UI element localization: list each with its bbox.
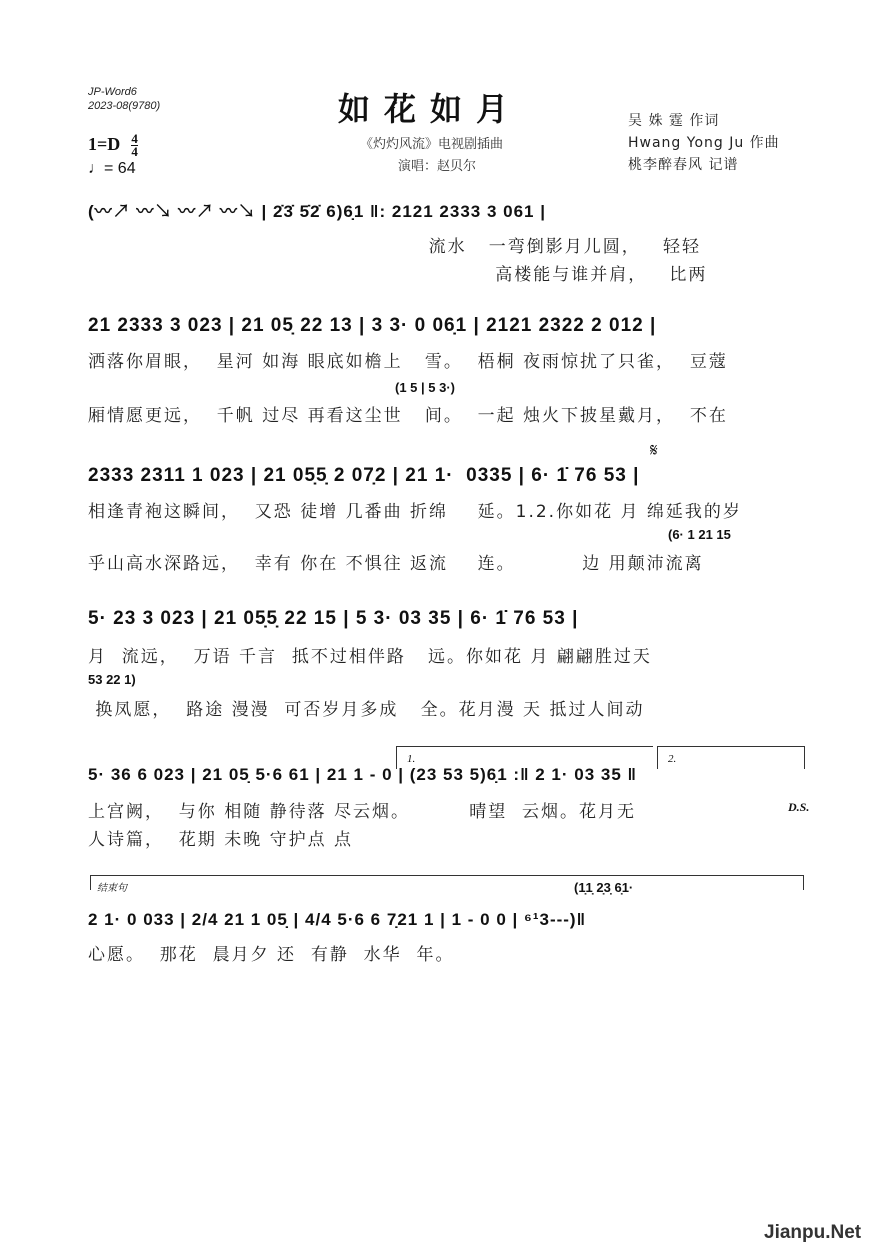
score-row-4-lyric-1: 月 流远， 万语 千言 抵不过相伴路 远。你如花 月 翩翩胜过天: [88, 647, 652, 667]
subtitle: 《灼灼风流》电视剧插曲: [360, 137, 504, 152]
score-row-3-notes: 2333 2311 1 023 | 21 05̣5̣ 2 07̣2 | 21 1· 0335 | 6· 1̇ 76 53 |: [88, 465, 640, 486]
time-signature: [131, 133, 138, 158]
ending-label: 结束句: [97, 883, 127, 894]
singer: 演唱：赵贝尔: [398, 159, 477, 174]
software-label: JP-Word6: [88, 86, 137, 98]
time-sig-top: 4: [131, 131, 138, 146]
volta-2-bracket: [657, 746, 805, 769]
score-row-2-lyric-1: 洒落你眉眼， 星河 如海 眼底如檐上 雪。 梧桐 夜雨惊扰了只雀， 豆蔻: [88, 352, 728, 372]
score-row-6-lyric-1: 心愿。 那花 晨月夕 还 有静 水华 年。: [88, 945, 455, 965]
score-row-4-notes: 5· 23 3 023 | 21 05̣5̣ 22 15 | 5 3· 03 35 | 6· 1̇ 76 53 |: [88, 608, 579, 629]
time-sig-bottom: 4: [131, 144, 138, 159]
key-label: 1=D: [88, 134, 121, 154]
composer-credit: Hwang Yong Ju 作曲: [628, 135, 780, 151]
ending-bracket: [90, 875, 804, 894]
score-row-2-lyric-2: 厢情愿更远， 千帆 过尽 再看这尘世 间。 一起 烛火下披星戴月， 不在: [88, 406, 728, 426]
score-row-1-lyric-1: 流水 一弯倒影月儿圆， 轻轻: [88, 237, 701, 257]
dal-segno-mark: D.S.: [788, 800, 810, 814]
song-title: 如花如月: [338, 90, 523, 128]
score-row-4-lyric-2: 换凤愿， 路途 漫漫 可否岁月多成 全。花月漫 天 抵过人间动: [88, 700, 645, 720]
score-row-4-interlude: 53 22 1): [88, 672, 136, 687]
segno-sign: 𝄋: [650, 440, 658, 461]
lyricist-credit: 吴 姝 霆 作词: [628, 113, 720, 129]
score-row-5-lyric-2: 人诗篇， 花期 未晚 守护点 点: [88, 830, 354, 850]
volta-2-label: 2.: [668, 753, 677, 765]
score-row-3-lyric-1: 相逢青袍这瞬间， 又恐 徒增 几番曲 折绵 延。1.2.你如花 月 绵延我的岁: [88, 502, 742, 522]
score-row-5-notes: 5· 36 6 023 | 21 05̣ 5·6 61 | 21 1 - 0 | (23 53 5)6̣1 :‖ 2 1· 03 35 ‖: [88, 765, 637, 784]
score-row-6-notes: 2 1· 0 033 | 2/4 21 1 05̣ | 4/4 5·6 6 7̣21 1 | 1 - 0 0 | ⁶¹3---)‖: [88, 910, 587, 929]
score-row-3-lyric-2: 乎山高水深路远， 幸有 你在 不惧往 返流 连。 边 用颠沛流离: [88, 554, 704, 574]
tempo-marking: ♩= 64: [88, 160, 136, 177]
key-signature: [88, 133, 138, 158]
score-row-1-lyric-2: 高楼能与谁并肩， 比两: [88, 265, 708, 285]
score-row-2-interlude: (1 5 | 5 3·): [395, 380, 455, 395]
score-row-2-notes: 21 2333 3 023 | 21 05̣ 22 13 | 3 3· 0 06̣1 | 2121 2322 2 012 |: [88, 315, 657, 336]
transcriber-credit: 桃李醉春风 记谱: [628, 157, 739, 173]
score-row-5-lyric-1: 上宫阙， 与你 相随 静待落 尽云烟。 晴望 云烟。花月无: [88, 802, 637, 822]
score-row-1-notes: (〰↗ 〰↘ 〰↗ 〰↘ | 2̇3̇ 5̇2̇ 6)6̣1 ‖: 2121 2333 3 061 |: [88, 202, 546, 221]
volta-1-label: 1.: [407, 753, 416, 765]
score-row-3-interlude: (6· 1 21 15: [668, 527, 731, 542]
site-watermark: Jianpu.Net: [764, 1222, 862, 1243]
score-row-6-interlude: (1̣1̣ 2̣3̣ 6̣1·: [574, 880, 634, 895]
date-code: 2023-08(9780): [88, 100, 161, 112]
